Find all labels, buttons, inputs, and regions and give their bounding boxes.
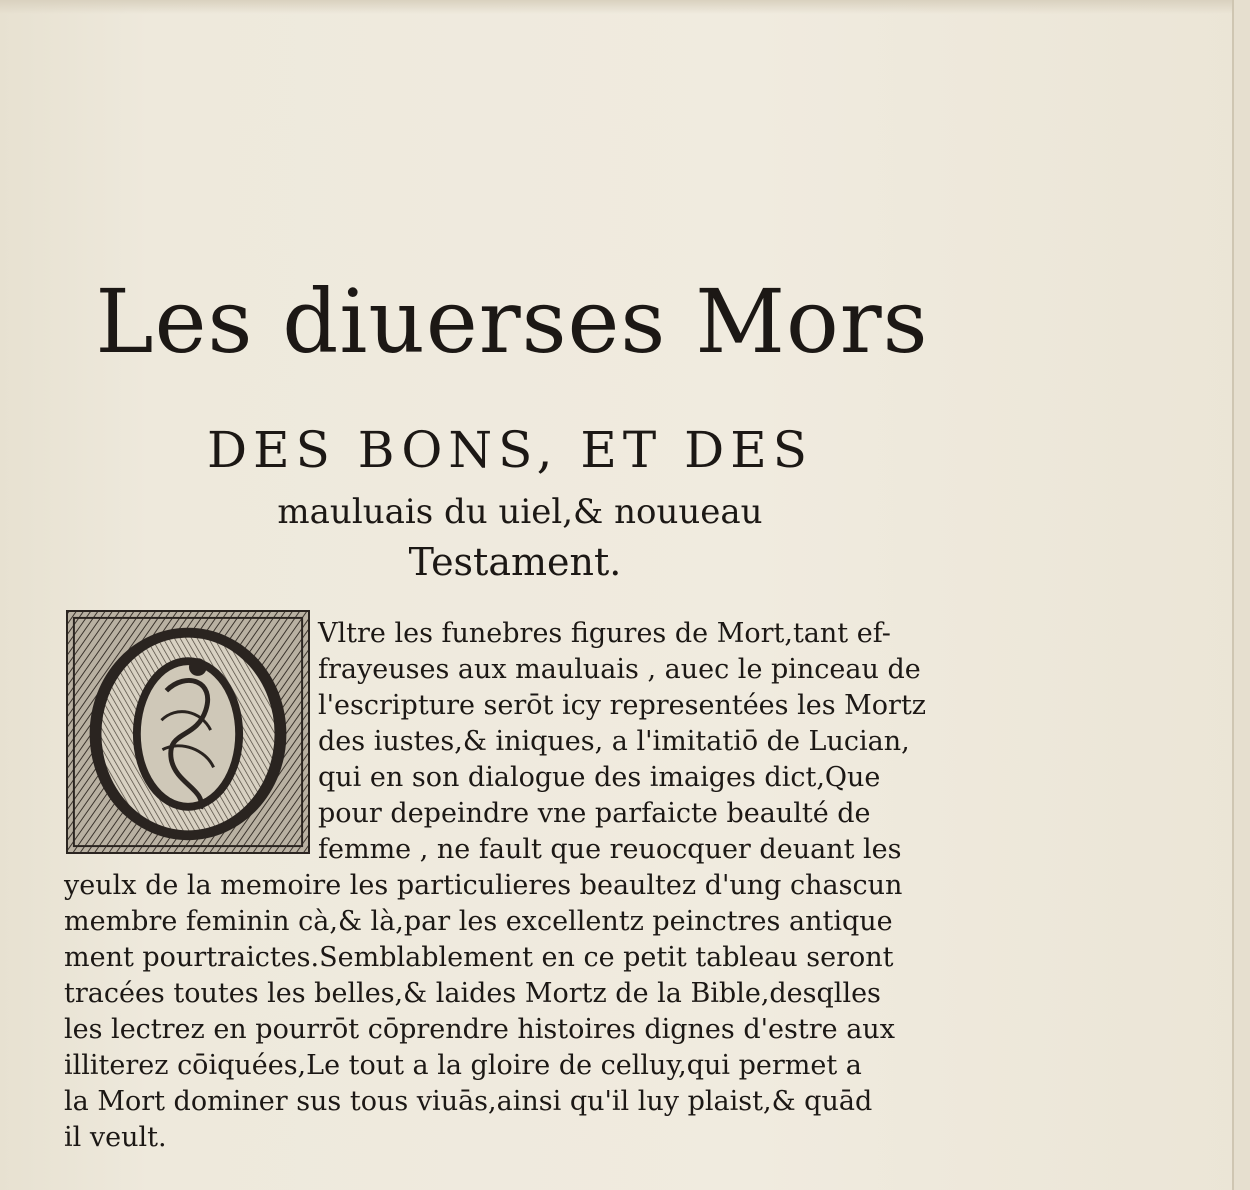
woodcut-initial-image bbox=[68, 612, 308, 852]
subtitle-line-2: mauluais du uiel,& nouueau bbox=[277, 492, 763, 532]
body-line: la Mort dominer sus tous viuās,ainsi qu'il luy plaist,& quād bbox=[64, 1086, 873, 1117]
page-margin-right bbox=[1234, 0, 1250, 1190]
decorated-initial-o bbox=[66, 610, 310, 854]
body-line: Vltre les funebres figures de Mort,tant ef- bbox=[318, 618, 891, 649]
body-line: des iustes,& iniques, a l'imitatiō de Lucian, bbox=[318, 726, 910, 757]
body-line: illiterez cōiquées,Le tout a la gloire de celluy,qui permet a bbox=[64, 1050, 862, 1081]
body-line: frayeuses aux mauluais , auec le pinceau de bbox=[318, 654, 921, 685]
page-edge-line bbox=[1232, 0, 1234, 1190]
body-line: les lectrez en pourrōt cōprendre histoires dignes d'estre aux bbox=[64, 1014, 895, 1045]
body-line: ment pourtraictes.Semblablement en ce petit tableau seront bbox=[64, 942, 894, 973]
body-line: femme , ne fault que reuocquer deuant les bbox=[318, 834, 902, 865]
subtitle-line-1: DES BONS, ET DES bbox=[207, 421, 813, 479]
subtitle-line-3: Testament. bbox=[408, 540, 622, 584]
body-line: tracées toutes les belles,& laides Mortz de la Bible,desqlles bbox=[64, 978, 881, 1009]
body-line: l'escripture serōt icy representées les Mortz bbox=[318, 690, 927, 721]
body-line: membre feminin cà,& là,par les excellentz peinctres antique bbox=[64, 906, 893, 937]
body-line: il veult. bbox=[64, 1122, 167, 1153]
body-line: qui en son dialogue des imaiges dict,Que bbox=[318, 762, 881, 793]
body-line: yeulx de la memoire les particulieres beaultez d'ung chascun bbox=[64, 870, 903, 901]
body-line: pour depeindre vne parfaicte beaulté de bbox=[318, 798, 871, 829]
page-top-shadow bbox=[0, 0, 1250, 14]
page-title: Les diuerses Mors bbox=[95, 271, 929, 373]
